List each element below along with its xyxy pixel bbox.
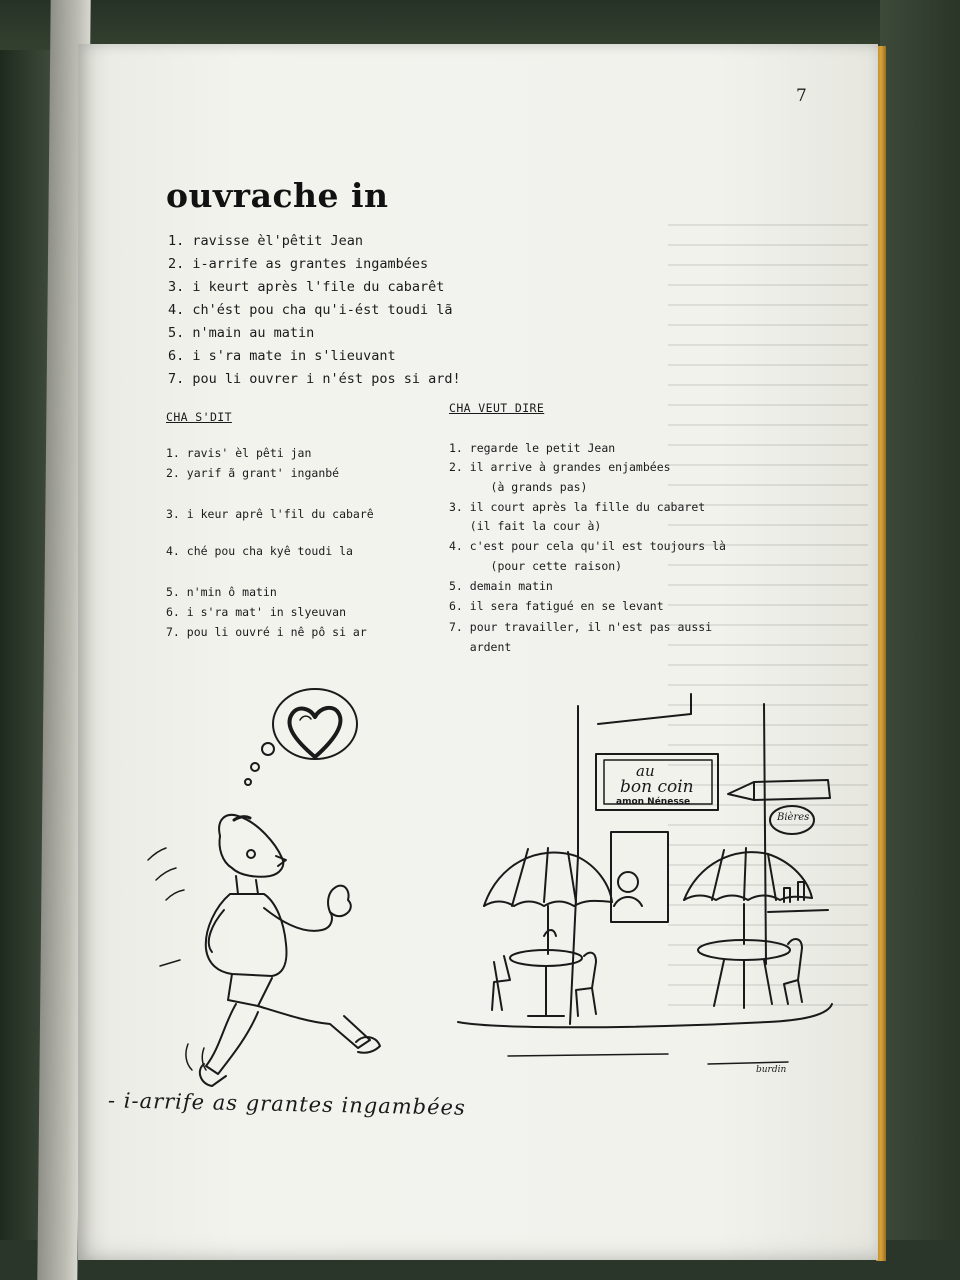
desk-top	[0, 0, 960, 50]
pronunciation-heading: CHA S'DIT	[166, 410, 232, 424]
handwritten-caption: - i-arrife as grantes ingambées	[107, 1088, 467, 1120]
sidewalk-edge	[458, 1004, 832, 1027]
ground-line	[508, 1054, 788, 1064]
bieres-label: Bières	[777, 812, 810, 823]
book-page	[78, 44, 878, 1260]
page-number: 7	[796, 86, 807, 106]
verse-line: 4. ch'ést pou cha qu'i-ést toudi lã	[168, 302, 453, 318]
verse-line: 5. n'main au matin	[168, 325, 315, 341]
verse-line: 3. i keurt après l'file du cabarêt	[168, 279, 445, 295]
thought-bubble-dot	[245, 779, 251, 785]
page-title: ouvrache in	[166, 176, 389, 215]
pronunciation-line: 4. ché pou cha kyê toudi la	[166, 544, 353, 558]
desk-right	[880, 0, 960, 1280]
cafe-building	[570, 694, 830, 1024]
translation-line: 4. c'est pour cela qu'il est toujours là	[449, 539, 726, 553]
pronunciation-line: 2. yarif ã grant' inganbé	[166, 466, 340, 480]
sign-line-3: amon Nénesse	[616, 797, 691, 807]
translation-line: 2. il arrive à grandes enjambées	[449, 460, 671, 474]
pronunciation-line: 5. n'min ô matin	[166, 585, 277, 599]
cafe-table	[698, 939, 802, 1008]
translation-line: 6. il sera fatigué en se levant	[449, 599, 664, 613]
translation-line: 1. regarde le petit Jean	[449, 441, 616, 455]
translation-line: 3. il court après la fille du cabaret	[449, 500, 706, 514]
translation-line: (il fait la cour à)	[449, 519, 602, 533]
pronunciation-line: 7. pou li ouvré i nê pô si ar	[166, 625, 367, 639]
translation-line: (pour cette raison)	[449, 559, 623, 573]
translation-line: 5. demain matin	[449, 579, 553, 593]
sign-line-1: au	[636, 762, 655, 780]
verse-line: 7. pou li ouvrer i n'ést pos si ard!	[168, 371, 461, 387]
cafe-chair	[492, 930, 596, 1016]
running-man	[148, 815, 380, 1086]
cartoon-illustration	[108, 644, 868, 1104]
thought-bubble	[273, 689, 357, 759]
translation-heading: CHA VEUT DIRE	[449, 401, 545, 415]
artist-signature: burdin	[756, 1065, 787, 1075]
pronunciation-line: 3. i keur aprê l'fil du cabarê	[166, 507, 374, 521]
sign-line-2: bon coin	[620, 777, 694, 797]
pronunciation-line: 6. i s'ra mat' in slyeuvan	[166, 605, 347, 619]
translation-line: (à grands pas)	[449, 480, 588, 494]
translation-line: ardent	[449, 640, 512, 654]
heart-icon	[289, 708, 340, 757]
pronunciation-line: 1. ravis' èl pêti jan	[166, 446, 312, 460]
translation-line: 7. pour travailler, il n'est pas aussi	[449, 620, 713, 634]
cafe-umbrella	[684, 848, 812, 944]
thought-bubble-dot	[262, 743, 274, 755]
verse-line: 1. ravisse èl'pêtit Jean	[168, 233, 364, 249]
verse-list	[168, 230, 461, 391]
cafe-umbrella	[484, 848, 612, 954]
thought-bubble-dot	[251, 763, 259, 771]
verse-line: 2. i-arrife as grantes ingambées	[168, 256, 429, 272]
verse-line: 6. i s'ra mate in s'lieuvant	[168, 348, 396, 364]
